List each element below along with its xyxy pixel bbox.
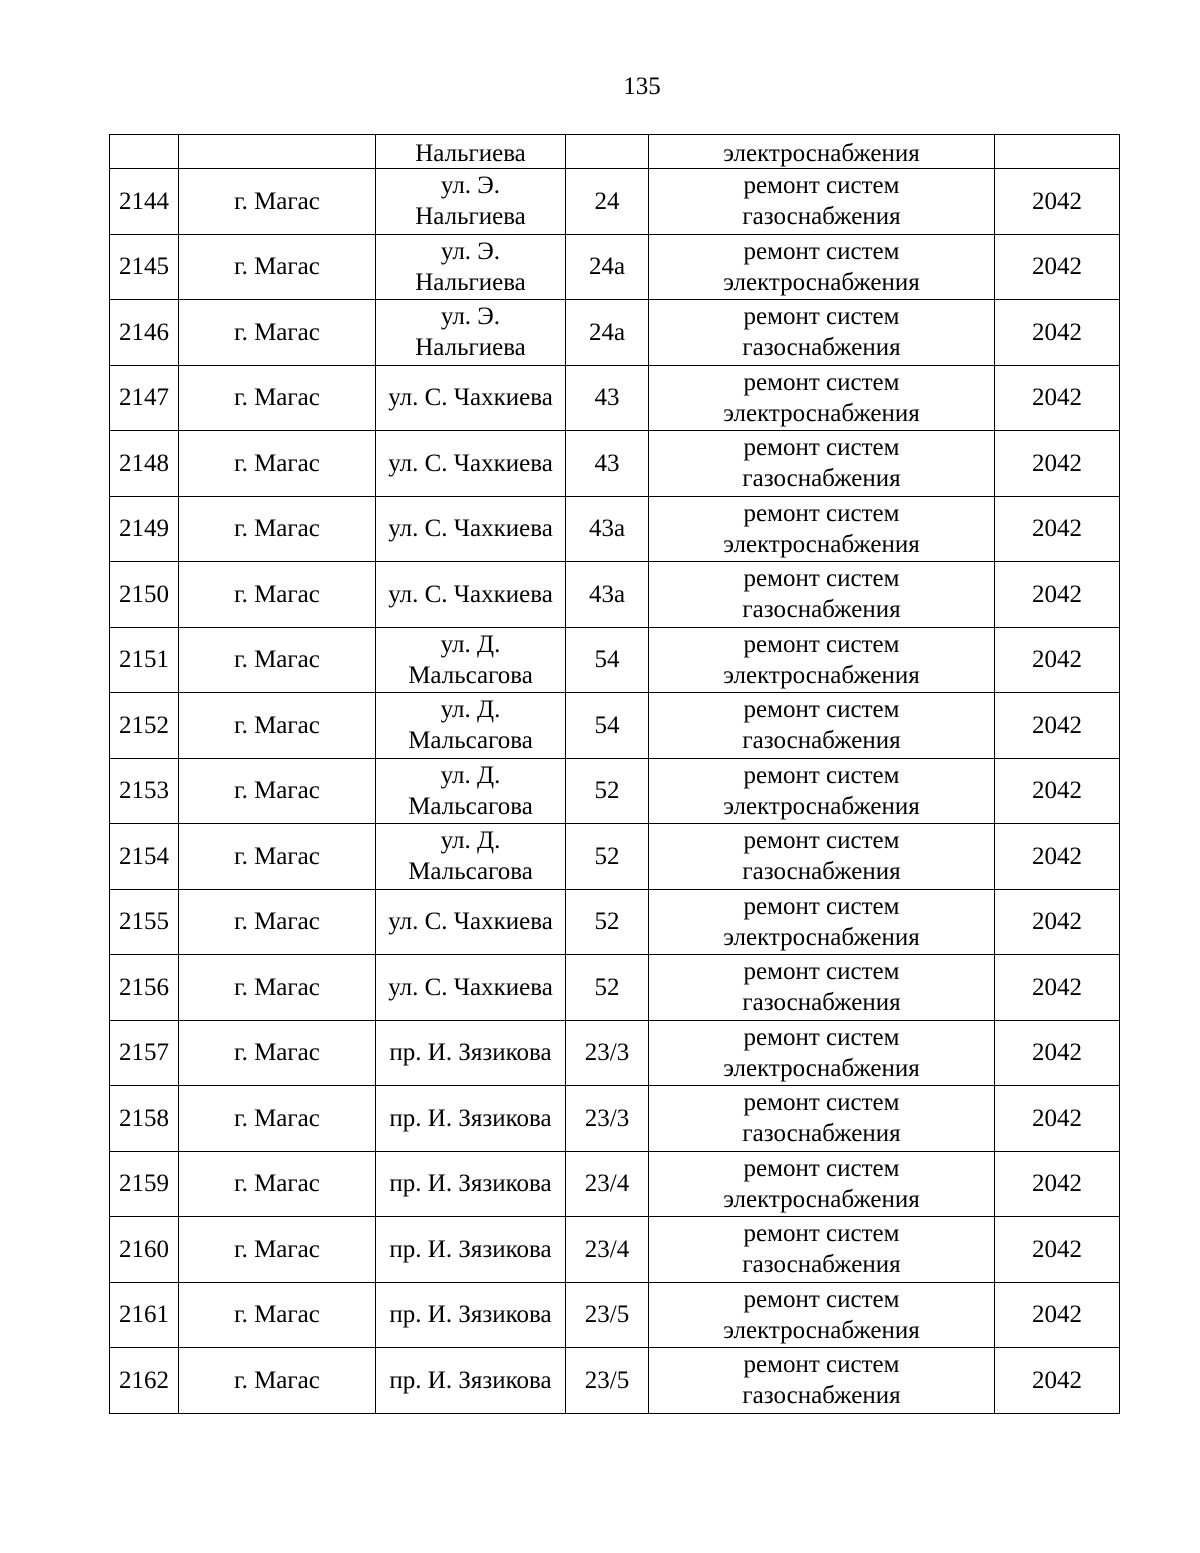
cell-number: 2155 bbox=[110, 889, 179, 955]
cell-number: 2160 bbox=[110, 1217, 179, 1283]
cell-work-line: электроснабжения bbox=[723, 1054, 920, 1082]
cell-street bbox=[376, 1020, 566, 1086]
cell-street bbox=[376, 169, 566, 235]
cell-street-line: ул. С. Чахкиева bbox=[388, 515, 553, 543]
cell-street-line: пр. И. Зязикова bbox=[389, 1039, 552, 1067]
cell-street-line: ул. Д. bbox=[440, 827, 501, 855]
cell-street-line: Мальсагова bbox=[408, 727, 533, 755]
cell-year: 2042 bbox=[995, 431, 1120, 497]
table-row bbox=[110, 234, 1120, 300]
cell-city: г. Магас bbox=[179, 431, 376, 497]
cell-street bbox=[376, 1282, 566, 1348]
cell-house: 43 bbox=[566, 365, 649, 431]
cell-city: г. Магас bbox=[179, 955, 376, 1021]
cell-work-line: ремонт систем bbox=[743, 696, 900, 724]
cell-work-line: ремонт систем bbox=[743, 1023, 900, 1051]
table-row bbox=[110, 365, 1120, 431]
cell-work-type bbox=[649, 135, 995, 169]
cell-year: 2042 bbox=[995, 889, 1120, 955]
cell-house: 52 bbox=[566, 955, 649, 1021]
table-row bbox=[110, 1348, 1120, 1414]
cell-city: г. Магас bbox=[179, 300, 376, 366]
cell-city: г. Магас bbox=[179, 693, 376, 759]
cell-work-line: электроснабжения bbox=[723, 792, 920, 820]
cell-city: г. Магас bbox=[179, 562, 376, 628]
cell-work-line: ремонт систем bbox=[743, 1154, 900, 1182]
cell-work-type bbox=[649, 431, 995, 497]
cell-work-line: электроснабжения bbox=[723, 1185, 920, 1213]
cell-city: г. Магас bbox=[179, 758, 376, 824]
cell-house: 23/3 bbox=[566, 1020, 649, 1086]
cell-street-line: пр. И. Зязикова bbox=[389, 1170, 552, 1198]
cell-year: 2042 bbox=[995, 300, 1120, 366]
cell-street bbox=[376, 300, 566, 366]
cell-work-line: ремонт систем bbox=[743, 368, 900, 396]
cell-work-type bbox=[649, 1217, 995, 1283]
cell-house: 23/4 bbox=[566, 1151, 649, 1217]
table-row bbox=[110, 562, 1120, 628]
cell-year: 2042 bbox=[995, 1086, 1120, 1152]
cell-street-line: ул. Э. bbox=[440, 303, 501, 331]
cell-street-line: пр. И. Зязикова bbox=[389, 1104, 552, 1132]
cell-number: 2147 bbox=[110, 365, 179, 431]
cell-street bbox=[376, 365, 566, 431]
cell-house: 43а bbox=[566, 562, 649, 628]
cell-work-line: газоснабжения bbox=[742, 858, 901, 886]
cell-work-line: ремонт систем bbox=[743, 1089, 900, 1117]
cell-work-line: газоснабжения bbox=[742, 1120, 901, 1148]
cell-street bbox=[376, 627, 566, 693]
cell-work-line: электроснабжения bbox=[723, 661, 920, 689]
cell-street-line: ул. С. Чахкиева bbox=[388, 580, 553, 608]
cell-year: 2042 bbox=[995, 1217, 1120, 1283]
cell-work-type bbox=[649, 1348, 995, 1414]
cell-year: 2042 bbox=[995, 365, 1120, 431]
cell-city bbox=[179, 135, 376, 169]
cell-street bbox=[376, 135, 566, 169]
cell-work-line: ремонт систем bbox=[743, 499, 900, 527]
cell-city: г. Магас bbox=[179, 1348, 376, 1414]
cell-work-type bbox=[649, 758, 995, 824]
cell-work-type bbox=[649, 1151, 995, 1217]
cell-work-type bbox=[649, 234, 995, 300]
cell-number: 2158 bbox=[110, 1086, 179, 1152]
table-row bbox=[110, 824, 1120, 890]
cell-number: 2146 bbox=[110, 300, 179, 366]
cell-street-line: Нальгиева bbox=[415, 268, 526, 296]
table-row bbox=[110, 1151, 1120, 1217]
cell-year: 2042 bbox=[995, 1020, 1120, 1086]
cell-street bbox=[376, 1348, 566, 1414]
cell-street bbox=[376, 693, 566, 759]
cell-work-line: электроснабжения bbox=[723, 399, 920, 427]
table-row bbox=[110, 1020, 1120, 1086]
cell-number: 2150 bbox=[110, 562, 179, 628]
cell-work-type bbox=[649, 1086, 995, 1152]
cell-work-line: газоснабжения bbox=[742, 1382, 901, 1410]
cell-house: 54 bbox=[566, 627, 649, 693]
cell-street bbox=[376, 1217, 566, 1283]
cell-year: 2042 bbox=[995, 1151, 1120, 1217]
cell-house bbox=[566, 135, 649, 169]
table-row bbox=[110, 758, 1120, 824]
cell-number: 2156 bbox=[110, 955, 179, 1021]
cell-work-line: газоснабжения bbox=[742, 203, 901, 231]
cell-house: 52 bbox=[566, 758, 649, 824]
cell-street-line: ул. С. Чахкиева bbox=[388, 973, 553, 1001]
cell-work-line: ремонт систем bbox=[743, 172, 900, 200]
cell-house: 52 bbox=[566, 889, 649, 955]
cell-year: 2042 bbox=[995, 1282, 1120, 1348]
cell-house: 54 bbox=[566, 693, 649, 759]
cell-city: г. Магас bbox=[179, 1151, 376, 1217]
cell-city: г. Магас bbox=[179, 365, 376, 431]
cell-number: 2161 bbox=[110, 1282, 179, 1348]
cell-work-line: ремонт систем bbox=[743, 958, 900, 986]
cell-street bbox=[376, 955, 566, 1021]
cell-number: 2157 bbox=[110, 1020, 179, 1086]
cell-street bbox=[376, 234, 566, 300]
cell-house: 43а bbox=[566, 496, 649, 562]
cell-work-type bbox=[649, 496, 995, 562]
cell-work-line: ремонт систем bbox=[743, 237, 900, 265]
cell-street bbox=[376, 824, 566, 890]
cell-city: г. Магас bbox=[179, 824, 376, 890]
cell-number: 2154 bbox=[110, 824, 179, 890]
cell-house: 24 bbox=[566, 169, 649, 235]
cell-work-line: газоснабжения bbox=[742, 989, 901, 1017]
cell-work-line: газоснабжения bbox=[742, 465, 901, 493]
cell-year: 2042 bbox=[995, 234, 1120, 300]
table-row bbox=[110, 627, 1120, 693]
cell-work-type bbox=[649, 824, 995, 890]
cell-city: г. Магас bbox=[179, 1217, 376, 1283]
cell-street-line: Мальсагова bbox=[408, 792, 533, 820]
cell-number: 2149 bbox=[110, 496, 179, 562]
cell-city: г. Магас bbox=[179, 1282, 376, 1348]
table-row bbox=[110, 1217, 1120, 1283]
table-row-continuation bbox=[110, 135, 1120, 169]
cell-street bbox=[376, 1086, 566, 1152]
cell-city: г. Магас bbox=[179, 889, 376, 955]
cell-street-line: Нальгиева bbox=[415, 203, 526, 231]
cell-work-line: ремонт систем bbox=[743, 630, 900, 658]
cell-work-line: ремонт систем bbox=[743, 434, 900, 462]
cell-work-line: ремонт систем bbox=[743, 565, 900, 593]
cell-year bbox=[995, 135, 1120, 169]
table-row bbox=[110, 431, 1120, 497]
table-row bbox=[110, 300, 1120, 366]
cell-number: 2148 bbox=[110, 431, 179, 497]
cell-work-line: ремонт систем bbox=[743, 1351, 900, 1379]
cell-work-line: электроснабжения bbox=[723, 923, 920, 951]
repair-schedule-table bbox=[109, 134, 1120, 1414]
cell-work-type bbox=[649, 1282, 995, 1348]
cell-street-line: ул. С. Чахкиева bbox=[388, 384, 553, 412]
cell-street-line: ул. Д. bbox=[440, 696, 501, 724]
cell-work-line: газоснабжения bbox=[742, 334, 901, 362]
table-row bbox=[110, 496, 1120, 562]
table-row bbox=[110, 1086, 1120, 1152]
cell-work-line: ремонт систем bbox=[743, 761, 900, 789]
cell-number: 2151 bbox=[110, 627, 179, 693]
cell-street-line: ул. Д. bbox=[440, 630, 501, 658]
table-row bbox=[110, 169, 1120, 235]
cell-work-line: электроснабжения bbox=[723, 268, 920, 296]
cell-street-line: пр. И. Зязикова bbox=[389, 1301, 552, 1329]
cell-work-type bbox=[649, 693, 995, 759]
cell-house: 24а bbox=[566, 234, 649, 300]
cell-number: 2159 bbox=[110, 1151, 179, 1217]
cell-work-type bbox=[649, 169, 995, 235]
cell-house: 23/5 bbox=[566, 1282, 649, 1348]
cell-work-type bbox=[649, 627, 995, 693]
cell-street bbox=[376, 562, 566, 628]
cell-street bbox=[376, 889, 566, 955]
cell-street-line: ул. Э. bbox=[440, 172, 501, 200]
cell-number: 2162 bbox=[110, 1348, 179, 1414]
cell-year: 2042 bbox=[995, 169, 1120, 235]
cell-work-line: газоснабжения bbox=[742, 596, 901, 624]
cell-work-type bbox=[649, 300, 995, 366]
cell-house: 23/4 bbox=[566, 1217, 649, 1283]
cell-work-type bbox=[649, 889, 995, 955]
cell-work-line: газоснабжения bbox=[742, 727, 901, 755]
cell-street bbox=[376, 496, 566, 562]
cell-year: 2042 bbox=[995, 1348, 1120, 1414]
cell-year: 2042 bbox=[995, 758, 1120, 824]
cell-year: 2042 bbox=[995, 955, 1120, 1021]
cell-street bbox=[376, 758, 566, 824]
cell-city: г. Магас bbox=[179, 1020, 376, 1086]
cell-year: 2042 bbox=[995, 627, 1120, 693]
cell-house: 24а bbox=[566, 300, 649, 366]
cell-city: г. Магас bbox=[179, 169, 376, 235]
cell-work-line: ремонт систем bbox=[743, 303, 900, 331]
cell-street-line: ул. С. Чахкиева bbox=[388, 449, 553, 477]
page-number: 135 bbox=[623, 73, 661, 100]
cell-street-line: ул. С. Чахкиева bbox=[388, 908, 553, 936]
cell-work-line: ремонт систем bbox=[743, 892, 900, 920]
cell-work-line: газоснабжения bbox=[742, 1251, 901, 1279]
cell-work-line: ремонт систем bbox=[743, 1285, 900, 1313]
table-row bbox=[110, 889, 1120, 955]
cell-house: 43 bbox=[566, 431, 649, 497]
cell-year: 2042 bbox=[995, 693, 1120, 759]
cell-year: 2042 bbox=[995, 824, 1120, 890]
cell-number: 2144 bbox=[110, 169, 179, 235]
cell-street-line: Нальгиева bbox=[415, 140, 526, 167]
cell-house: 23/3 bbox=[566, 1086, 649, 1152]
cell-number: 2152 bbox=[110, 693, 179, 759]
cell-street bbox=[376, 431, 566, 497]
cell-year: 2042 bbox=[995, 496, 1120, 562]
cell-street bbox=[376, 1151, 566, 1217]
cell-house: 23/5 bbox=[566, 1348, 649, 1414]
cell-work-line: ремонт систем bbox=[743, 827, 900, 855]
cell-work-line: электроснабжения bbox=[723, 530, 920, 558]
cell-work-line: электроснабжения bbox=[723, 1316, 920, 1344]
cell-house: 52 bbox=[566, 824, 649, 890]
cell-work-line: электроснабжения bbox=[723, 140, 920, 167]
cell-number: 2145 bbox=[110, 234, 179, 300]
table-row bbox=[110, 693, 1120, 759]
cell-street-line: Нальгиева bbox=[415, 334, 526, 362]
cell-work-type bbox=[649, 562, 995, 628]
cell-city: г. Магас bbox=[179, 1086, 376, 1152]
cell-year: 2042 bbox=[995, 562, 1120, 628]
cell-number: 2153 bbox=[110, 758, 179, 824]
cell-work-type bbox=[649, 955, 995, 1021]
cell-city: г. Магас bbox=[179, 496, 376, 562]
cell-street-line: Мальсагова bbox=[408, 661, 533, 689]
cell-city: г. Магас bbox=[179, 627, 376, 693]
table-body bbox=[110, 135, 1120, 1414]
cell-work-line: ремонт систем bbox=[743, 1220, 900, 1248]
cell-number bbox=[110, 135, 179, 169]
cell-street-line: ул. Э. bbox=[440, 237, 501, 265]
cell-street-line: пр. И. Зязикова bbox=[389, 1366, 552, 1394]
cell-work-type bbox=[649, 1020, 995, 1086]
cell-street-line: ул. Д. bbox=[440, 761, 501, 789]
cell-city: г. Магас bbox=[179, 234, 376, 300]
cell-work-type bbox=[649, 365, 995, 431]
cell-street-line: пр. И. Зязикова bbox=[389, 1235, 552, 1263]
table-row bbox=[110, 1282, 1120, 1348]
cell-street-line: Мальсагова bbox=[408, 858, 533, 886]
table-row bbox=[110, 955, 1120, 1021]
